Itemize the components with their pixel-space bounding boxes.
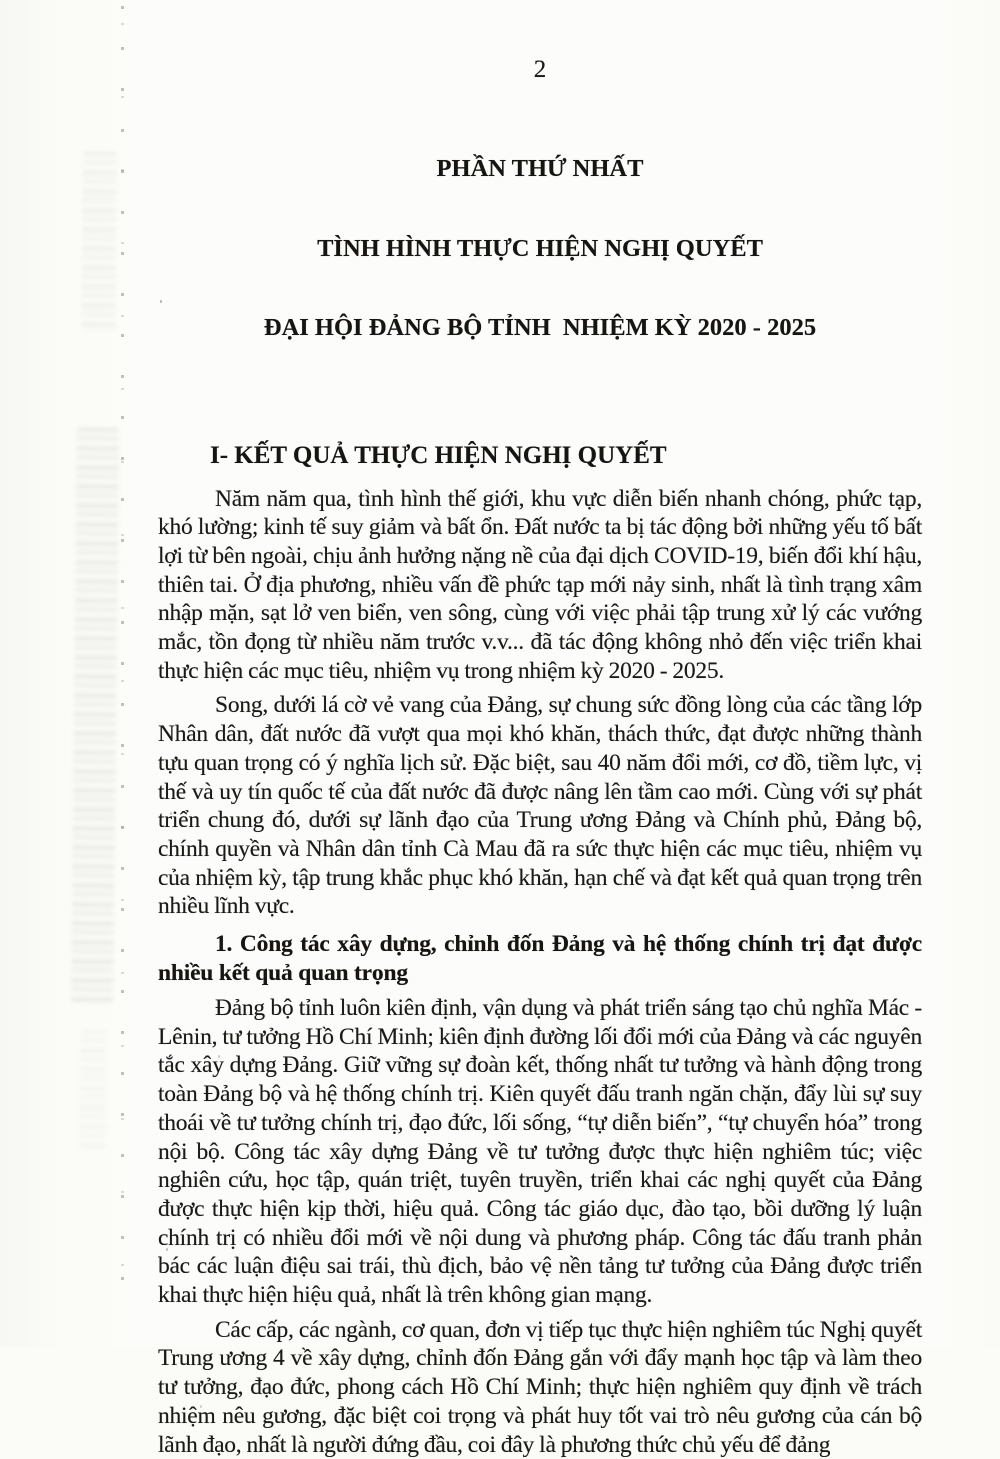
scan-perforation-dots: [121, 6, 124, 1316]
scan-bleedthrough-smudge-top: [81, 152, 117, 332]
subsection-heading-party-building: 1. Công tác xây dựng, chỉnh đốn Đảng và hệ thống chính trị đạt được nhiều kết quả quan trọng: [158, 931, 922, 987]
body-paragraph-context-1: Năm năm qua, tình hình thế giới, khu vực diễn biến nhanh chóng, phức tạp, khó lường; kinh tế suy giảm và bất ổn. Đất nước ta bị tác động bởi những yếu tố bất lợi từ bên ngoài, chịu ảnh hưởng nặng nề của đại dịch COVID-19, biến đổi khí hậu, thiên tai. Ở địa phương, nhiều vấn đề phức tạp mới nảy sinh, nhất là tình trạng xâm nhập mặn, sạt lở ven biển, ven sông, cùng với việc phải tập trung xử lý các vướng mắc, tồn đọng từ nhiều năm trước v.v... đã tác động không nhỏ đến việc triển khai thực hiện các mục tiêu, nhiệm vụ trong nhiệm kỳ 2020 - 2025.: [158, 485, 922, 684]
scan-bleedthrough-smudge-bottom: [79, 1030, 106, 1150]
body-paragraph-party-building-2: Các cấp, các ngành, cơ quan, đơn vị tiếp tục thực hiện nghiêm túc Nghị quyết Trung ương 4 về xây dựng, chỉnh đốn Đảng gắn với đẩy mạnh học tập và làm theo tư tưởng, đạo đức, phong cách Hồ Chí Minh; thực hiện nghiêm quy định về trách nhiệm nêu gương, đặc biệt coi trọng và phát huy tốt vai trò nêu gương của cán bộ lãnh đạo, nhất là người đứng đầu, coi đây là phương thức chủ yếu để đảng: [158, 1316, 922, 1458]
scan-bleedthrough-smudge-middle: [71, 428, 119, 1003]
body-paragraph-party-building-1: Đảng bộ tỉnh luôn kiên định, vận dụng và phát triển sáng tạo chủ nghĩa Mác - Lênin, tư tưởng Hồ Chí Minh; kiên định đường lối đổi mới của Đảng và các nguyên tắc xây dựng Đảng. Giữ vững sự đoàn kết, thống nhất tư tưởng và hành động trong toàn Đảng bộ và hệ thống chính trị. Kiên quyết đấu tranh ngăn chặn, đẩy lùi sự suy thoái về tư tưởng chính trị, đạo đức, lối sống, “tự diễn biến”, “tự chuyển hóa” trong nội bộ. Công tác xây dựng Đảng về tư tưởng được thực hiện nghiêm túc; việc nghiên cứu, học tập, quán triệt, tuyên truyền, triển khai các nghị quyết của Đảng được thực hiện kịp thời, hiệu quả. Công tác giáo dục, đào tạo, bồi dưỡng lý luận chính trị có nhiều đổi mới về nội dung và phương pháp. Công tác đấu tranh phản bác các luận điệu sai trái, thù địch, bảo vệ nền tảng tư tưởng của Đảng được triển khai thực hiện hiệu quả, nhất là trên không gian mạng.: [158, 995, 922, 1309]
section-heading-results: I- KẾT QUẢ THỰC HIỆN NGHỊ QUYẾT: [210, 441, 667, 469]
document-title-block: [158, 103, 922, 395]
title-subject-line: TÌNH HÌNH THỰC HIỆN NGHỊ QUYẾT: [317, 234, 763, 262]
title-term-line: ĐẠI HỘI ĐẢNG BỘ TỈNH NHIỆM KỲ 2020 - 2025: [263, 314, 817, 341]
page-number: 2: [533, 56, 547, 83]
text-column: [158, 0, 922, 1459]
title-part-line: PHẦN THỨ NHẤT: [436, 155, 644, 182]
body-paragraph-context-2: Song, dưới lá cờ vẻ vang của Đảng, sự chung sức đồng lòng của các tầng lớp Nhân dân, đất nước đã vượt qua mọi khó khăn, thách thức, đạt được những thành tựu quan trọng có ý nghĩa lịch sử. Đặc biệt, sau 40 năm đổi mới, cơ đồ, tiềm lực, vị thế và uy tín quốc tế của đất nước đã được nâng lên tầm cao mới. Cùng với sự phát triển chung đó, dưới sự lãnh đạo của Trung ương Đảng và Chính phủ, Đảng bộ, chính quyền và Nhân dân tỉnh Cà Mau đã ra sức thực hiện các mục tiêu, nhiệm vụ của nhiệm kỳ, tập trung khắc phục khó khăn, hạn chế và đạt kết quả quan trọng trên nhiều lĩnh vực.: [158, 692, 922, 920]
